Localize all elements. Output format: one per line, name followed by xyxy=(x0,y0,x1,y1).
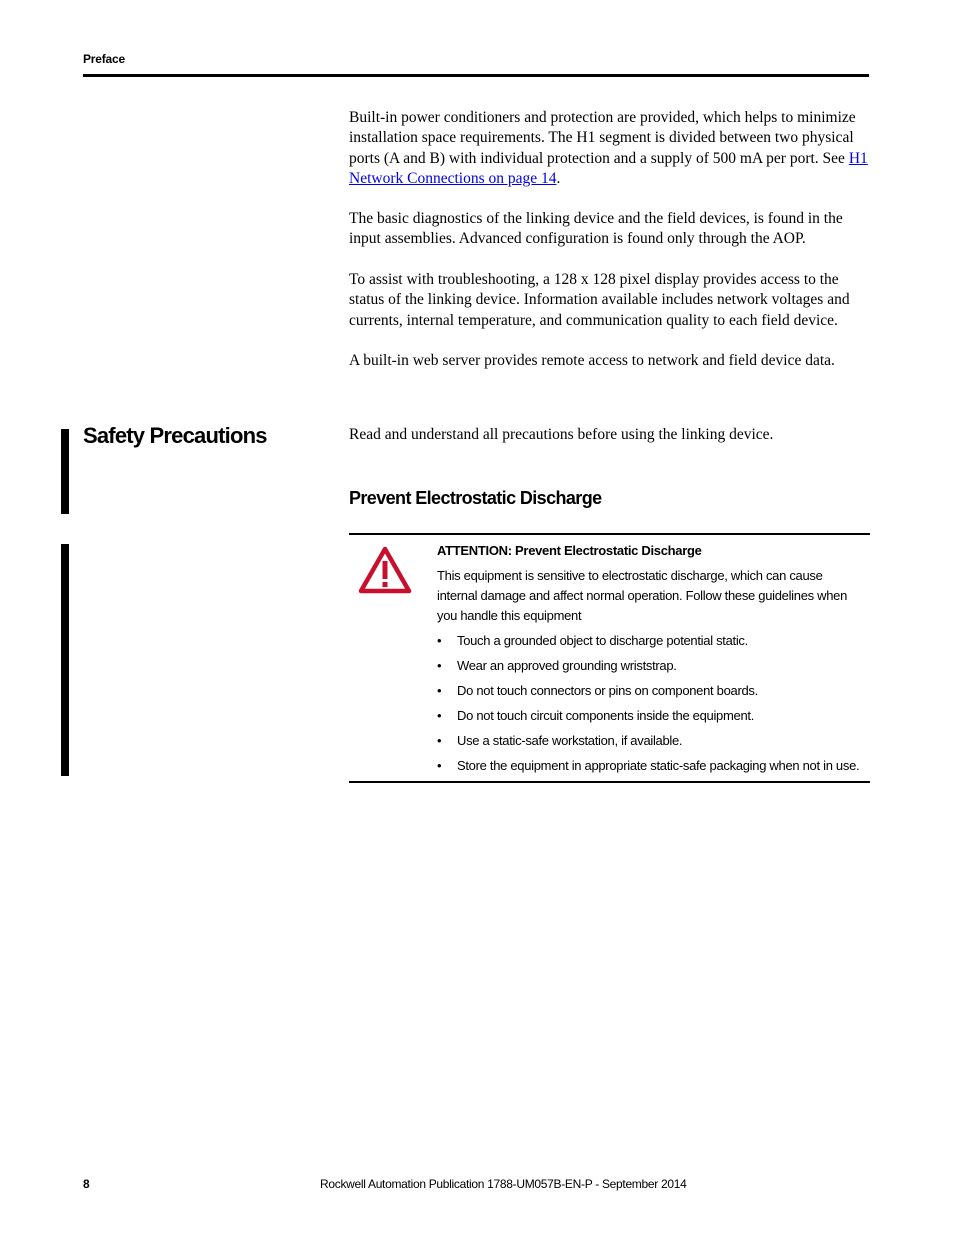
bullet-icon: • xyxy=(437,658,442,673)
running-header: Preface xyxy=(83,52,125,66)
attention-title: ATTENTION: Prevent Electrostatic Discharge xyxy=(437,543,702,558)
list-item xyxy=(437,656,865,681)
bullet-icon: • xyxy=(437,633,442,648)
intro-paragraph-1-text: Built-in power conditioners and protection are provided, which helps to minimize installation space requirements. The H1 segment is divided between two physical ports (A and B) with individual protection and a supply of 500 mA per port. See xyxy=(349,109,856,167)
change-bar-2 xyxy=(61,544,69,776)
list-item-text: Wear an approved grounding wriststrap. xyxy=(457,658,677,673)
list-item xyxy=(437,706,865,731)
bullet-icon: • xyxy=(437,733,442,748)
safety-intro xyxy=(349,425,869,445)
intro-paragraph-4 xyxy=(349,351,869,371)
warning-triangle-icon xyxy=(358,545,412,595)
attention-content xyxy=(437,541,865,781)
warning-exclamation-dot xyxy=(383,582,388,587)
change-bar-1 xyxy=(61,429,69,514)
intro-paragraph-1 xyxy=(349,108,869,189)
intro-paragraph-2-text: The basic diagnostics of the linking device and the field devices, is found in the input assemblies. Advanced configuration is found only through the AOP. xyxy=(349,210,843,248)
bullet-icon: • xyxy=(437,708,442,723)
page-number: 8 xyxy=(83,1177,90,1191)
attention-text: This equipment is sensitive to electrostatic discharge, which can cause internal damage and affect normal operation. Follow these guidelines when you handle this equipment xyxy=(437,568,848,623)
list-item-text: Use a static-safe workstation, if available. xyxy=(457,733,683,748)
list-item xyxy=(437,756,865,781)
intro-paragraph-3-text: To assist with troubleshooting, a 128 x 128 pixel display provides access to the status of the linking device. Information available includes network voltages and currents, internal temperature, and communication quality to each field device. xyxy=(349,271,850,329)
intro-paragraph-2 xyxy=(349,209,869,250)
header-rule xyxy=(83,74,869,77)
esd-guidelines-list xyxy=(437,631,865,781)
list-item xyxy=(437,731,865,756)
publication-info: Rockwell Automation Publication 1788-UM057B-EN-P - September 2014 xyxy=(320,1177,687,1191)
list-item-text: Store the equipment in appropriate static-safe packaging when not in use. xyxy=(457,758,860,773)
warning-exclamation-bar xyxy=(383,561,388,579)
h1-network-connections-link[interactable]: H1 Network Connections on page 14 xyxy=(349,149,868,187)
bullet-icon: • xyxy=(437,758,442,773)
intro-paragraph-1-end: . xyxy=(556,169,561,187)
list-item xyxy=(437,681,865,706)
list-item-text: Touch a grounded object to discharge potential static. xyxy=(457,633,748,648)
safety-intro-text: Read and understand all precautions before using the linking device. xyxy=(349,426,774,443)
intro-paragraph-4-text: A built-in web server provides remote access to network and field device data. xyxy=(349,352,835,369)
bullet-icon: • xyxy=(437,683,442,698)
attention-box xyxy=(349,533,870,783)
list-item-text: Do not touch circuit components inside the equipment. xyxy=(457,708,755,723)
intro-paragraph-3 xyxy=(349,270,869,331)
subsection-title: Prevent Electrostatic Discharge xyxy=(349,488,602,508)
section-title: Safety Precautions xyxy=(83,423,267,448)
list-item-text: Do not touch connectors or pins on component boards. xyxy=(457,683,758,698)
list-item xyxy=(437,631,865,656)
